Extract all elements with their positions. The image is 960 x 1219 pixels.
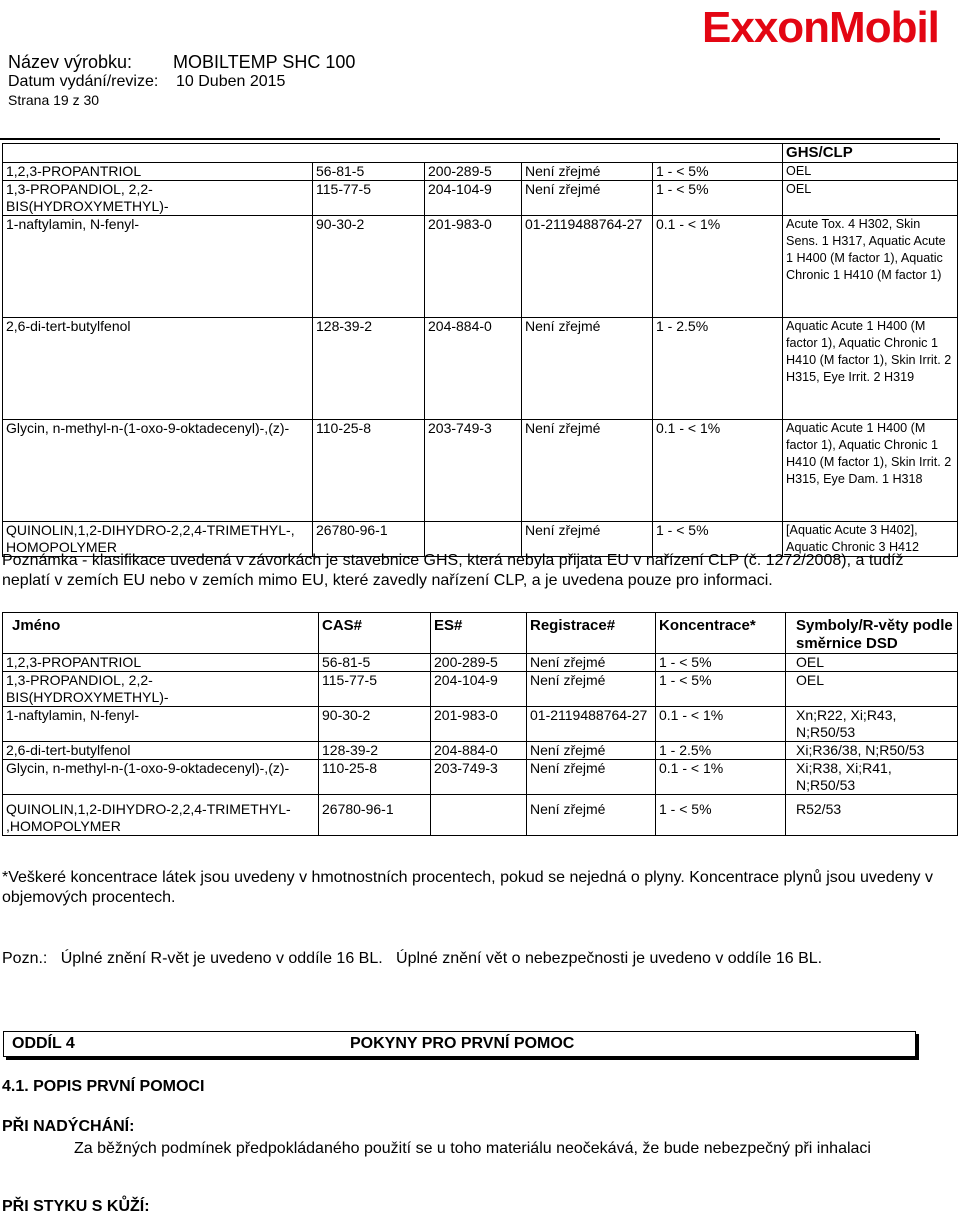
classification: [Aquatic Acute 3 H402], Aquatic Chronic 3 H412: [783, 522, 958, 557]
concentration: 1 - < 5%: [653, 181, 783, 216]
es-number: 203-749-3: [431, 760, 527, 795]
cas-number: 115-77-5: [319, 672, 431, 707]
symbols-r-phrases: Xn;R22, Xi;R43, N;R50/53: [786, 707, 958, 742]
substance-name: QUINOLIN,1,2-DIHYDRO-2,2,4-TRIMETHYL-, HOMOPOLYMER: [3, 522, 313, 557]
table-row: [3, 181, 958, 216]
symbols-r-phrases: OEL: [786, 654, 958, 672]
concentration: 1 - < 5%: [653, 163, 783, 181]
table-header-row: [3, 144, 958, 163]
classification: Aquatic Acute 1 H400 (M factor 1), Aquatic Chronic 1 H410 (M factor 1), Skin Irrit. 2 H315, Eye Dam. 1 H318: [783, 420, 958, 522]
dsd-table: [2, 612, 958, 836]
concentration-note: *Veškeré koncentrace látek jsou uvedeny v hmotnostních procentech, pokud se nejedná o plyny. Koncentrace plynů jsou uvedeny v objemových procentech.: [2, 869, 933, 906]
product-name-label: Název výrobku:: [8, 52, 133, 72]
subsection-title: 4.1. POPIS PRVNÍ POMOCI: [2, 1078, 205, 1095]
ghs-clp-header: GHS/CLP: [783, 144, 958, 163]
cas-number: 115-77-5: [313, 181, 425, 216]
cas-number: 110-25-8: [313, 420, 425, 522]
registration-number: Není zřejmé: [522, 420, 653, 522]
column-header-es: ES#: [431, 613, 527, 654]
registration-number: Není zřejmé: [527, 760, 656, 795]
column-header-name: Jméno: [3, 613, 319, 654]
classification: Aquatic Acute 1 H400 (M factor 1), Aquatic Chronic 1 H410 (M factor 1), Skin Irrit. 2 H315, Eye Irrit. 2 H319: [783, 318, 958, 420]
table-row: [3, 420, 958, 522]
header-divider: [0, 138, 940, 140]
skin-contact-heading: PŘI STYKU S KŮŽÍ:: [2, 1198, 150, 1215]
cas-number: 128-39-2: [313, 318, 425, 420]
registration-number: Není zřejmé: [527, 654, 656, 672]
classification: OEL: [783, 163, 958, 181]
cas-number: 26780-96-1: [319, 795, 431, 836]
cas-number: 90-30-2: [313, 216, 425, 318]
cas-number: 26780-96-1: [313, 522, 425, 557]
es-number: 200-289-5: [425, 163, 522, 181]
page-number: Strana 19 z 30: [8, 92, 100, 108]
registration-number: Není zřejmé: [522, 181, 653, 216]
inhalation-heading: PŘI NADÝCHÁNÍ:: [2, 1118, 135, 1135]
substance-name: 1,3-PROPANDIOL, 2,2-BIS(HYDROXYMETHYL)-: [3, 672, 319, 707]
es-number: 200-289-5: [431, 654, 527, 672]
registration-number: Není zřejmé: [527, 742, 656, 760]
concentration: 1 - < 5%: [656, 795, 786, 836]
cas-number: 110-25-8: [319, 760, 431, 795]
cas-number: 90-30-2: [319, 707, 431, 742]
es-number: [431, 795, 527, 836]
table-row: [3, 760, 958, 795]
registration-number: Není zřejmé: [527, 795, 656, 836]
table-row: [3, 742, 958, 760]
concentration: 0.1 - < 1%: [653, 216, 783, 318]
table-row: [3, 163, 958, 181]
table-header-row: [3, 613, 958, 654]
registration-number: Není zřejmé: [522, 318, 653, 420]
classification: OEL: [783, 181, 958, 216]
registration-number: Není zřejmé: [527, 672, 656, 707]
logo-text: ExxonMobil: [702, 3, 939, 52]
cas-number: 56-81-5: [319, 654, 431, 672]
concentration: 1 - 2.5%: [653, 318, 783, 420]
column-header-cas: CAS#: [319, 613, 431, 654]
registration-number: Není zřejmé: [522, 522, 653, 557]
registration-number: 01-2119488764-27: [527, 707, 656, 742]
concentration: 1 - < 5%: [656, 654, 786, 672]
cas-number: 128-39-2: [319, 742, 431, 760]
section-title: POKYNY PRO PRVNÍ POMOC: [350, 1035, 575, 1052]
substance-name: Glycin, n-methyl-n-(1-oxo-9-oktadecenyl)-,(z)-: [3, 760, 319, 795]
es-number: 201-983-0: [425, 216, 522, 318]
es-number: 204-884-0: [431, 742, 527, 760]
revision-date-row: [8, 72, 908, 91]
column-header-concentration: Koncentrace*: [656, 613, 786, 654]
substance-name: 1-naftylamin, N-fenyl-: [3, 707, 319, 742]
column-header-symbols: Symboly/R-věty podle směrnice DSD: [786, 613, 958, 654]
inhalation-text: Za běžných podmínek předpokládaného použití se u toho materiálu neočekává, že bude nebezpečný při inhalaci: [74, 1140, 871, 1157]
table-row: [3, 672, 958, 707]
concentration: 0.1 - < 1%: [656, 707, 786, 742]
substance-name: Glycin, n-methyl-n-(1-oxo-9-oktadecenyl)-,(z)-: [3, 420, 313, 522]
registration-number: 01-2119488764-27: [522, 216, 653, 318]
concentration: 1 - < 5%: [656, 672, 786, 707]
table-row: [3, 654, 958, 672]
concentration: 0.1 - < 1%: [656, 760, 786, 795]
revision-date-value: 10 Duben 2015: [176, 73, 286, 90]
substance-name: 1,2,3-PROPANTRIOL: [3, 654, 319, 672]
es-number: 201-983-0: [431, 707, 527, 742]
table-row: [3, 795, 958, 836]
table-row: [3, 318, 958, 420]
symbols-r-phrases: R52/53: [786, 795, 958, 836]
ghs-note: Poznámka - klasifikace uvedená v závorkách je stavebnice GHS, která nebyla přijata EU v nařízení CLP (č. 1272/2008), a tudíž neplatí v zemích EU nebo v zemích mimo EU, které zavedly nařízení CLP, a je uvedena pouze pro informaci.: [2, 552, 904, 589]
symbols-r-phrases: OEL: [786, 672, 958, 707]
substance-name: QUINOLIN,1,2-DIHYDRO-2,2,4-TRIMETHYL- ,HOMOPOLYMER: [3, 795, 319, 836]
substance-name: 2,6-di-tert-butylfenol: [3, 318, 313, 420]
substance-name: 1-naftylamin, N-fenyl-: [3, 216, 313, 318]
symbols-r-phrases: Xi;R36/38, N;R50/53: [786, 742, 958, 760]
concentration: 1 - < 5%: [653, 522, 783, 557]
es-number: 204-104-9: [431, 672, 527, 707]
cas-number: 56-81-5: [313, 163, 425, 181]
concentration: 1 - 2.5%: [656, 742, 786, 760]
classification: Acute Tox. 4 H302, Skin Sens. 1 H317, Aquatic Acute 1 H400 (M factor 1), Aquatic Chronic 1 H410 (M factor 1): [783, 216, 958, 318]
symbols-r-phrases: Xi;R38, Xi;R41, N;R50/53: [786, 760, 958, 795]
revision-date-label: Datum vydání/revize:: [8, 73, 159, 90]
es-number: 204-884-0: [425, 318, 522, 420]
ghs-clp-table: [2, 143, 958, 557]
column-header-registration: Registrace#: [527, 613, 656, 654]
table-row: [3, 707, 958, 742]
substance-name: 2,6-di-tert-butylfenol: [3, 742, 319, 760]
section-4-header: [3, 1031, 916, 1057]
substance-name: 1,3-PROPANDIOL, 2,2-BIS(HYDROXYMETHYL)-: [3, 181, 313, 216]
product-name-value: MOBILTEMP SHC 100: [173, 52, 356, 72]
r-phrases-note: Pozn.: Úplné znění R-vět je uvedeno v oddíle 16 BL. Úplné znění vět o nebezpečnosti je uvedeno v oddíle 16 BL.: [2, 950, 823, 967]
es-number: 204-104-9: [425, 181, 522, 216]
exxonmobil-logo: [700, 2, 960, 52]
document-header: [8, 52, 908, 109]
table-row: [3, 216, 958, 318]
concentration: 0.1 - < 1%: [653, 420, 783, 522]
es-number: 203-749-3: [425, 420, 522, 522]
substance-name: 1,2,3-PROPANTRIOL: [3, 163, 313, 181]
registration-number: Není zřejmé: [522, 163, 653, 181]
product-name-row: [8, 52, 908, 72]
section-number: ODDÍL 4: [12, 1035, 75, 1052]
